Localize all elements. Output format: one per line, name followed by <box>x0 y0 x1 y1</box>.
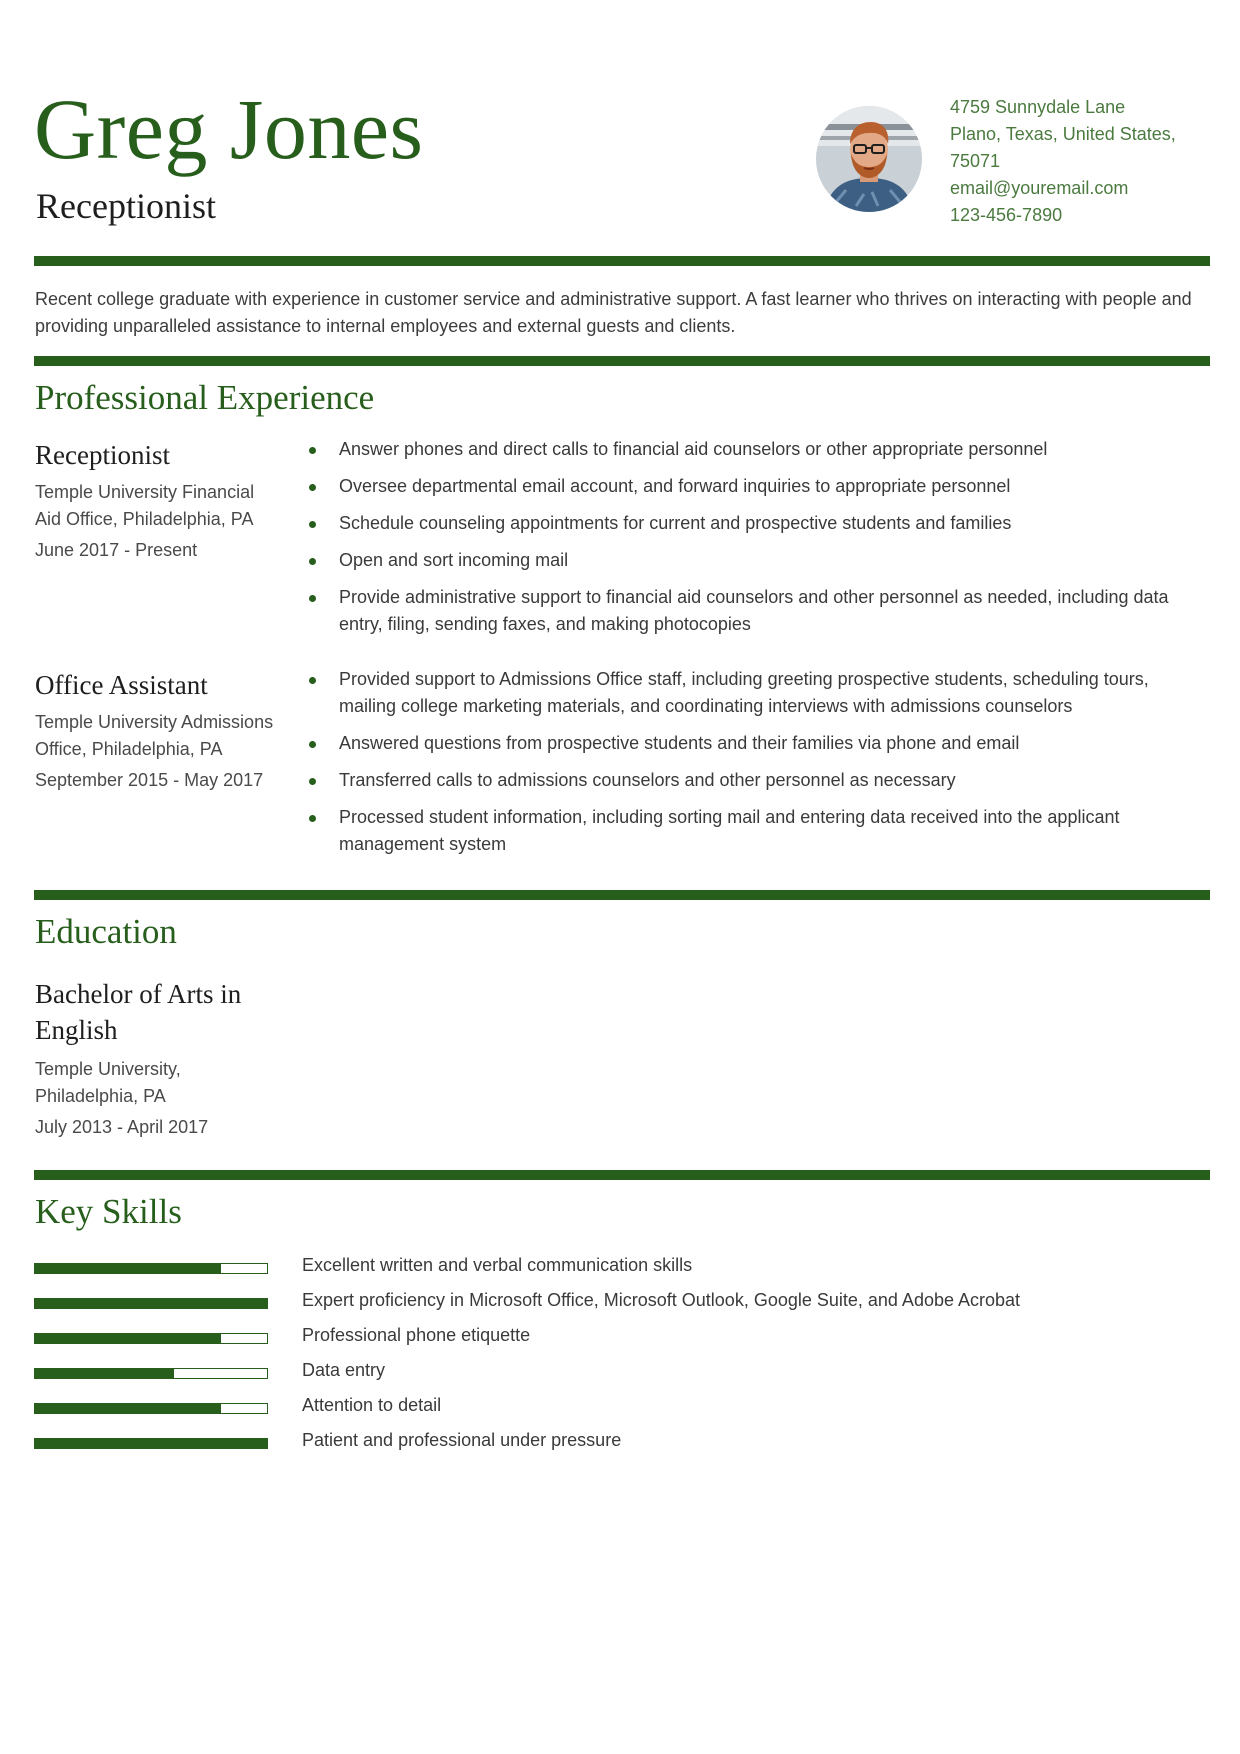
address-line: 75071 <box>950 151 1001 171</box>
job-bullets <box>305 666 1210 868</box>
skill-label: Patient and professional under pressure <box>302 1430 622 1450</box>
skill-label: Expert proficiency in Microsoft Office, Microsoft Outlook, Google Suite, and Adobe Acrobat <box>302 1290 1021 1310</box>
bullet-item: Answered questions from prospective students and their families via phone and email <box>305 730 1210 757</box>
job-organization: Aid Office, Philadelphia, PA <box>35 509 254 529</box>
skill-level-bar <box>34 1298 268 1309</box>
experience-heading: Professional Experience <box>35 378 375 417</box>
school-name: Temple University, <box>35 1059 181 1079</box>
job-role: Receptionist <box>35 440 170 470</box>
section-divider <box>34 356 1210 366</box>
skill-label: Attention to detail <box>302 1395 442 1415</box>
bullet-item: Provided support to Admissions Office staff, including greeting prospective students, scheduling tours, mailing college marketing materials, and coordinating interviews with admissions counselors <box>305 666 1210 720</box>
skill-level-bar <box>34 1438 268 1449</box>
skill-level-fill <box>35 1334 221 1343</box>
job-role: Office Assistant <box>35 670 208 700</box>
skill-row <box>34 1290 1210 1328</box>
job-organization: Temple University Admissions <box>35 712 274 732</box>
skill-row <box>34 1360 1210 1398</box>
section-divider <box>34 256 1210 266</box>
skill-level-bar <box>34 1368 268 1379</box>
skill-label: Data entry <box>302 1360 386 1380</box>
skill-level-fill <box>35 1299 267 1308</box>
education-heading: Education <box>35 912 177 951</box>
skill-level-bar <box>34 1263 268 1274</box>
bullet-item: Processed student information, including sorting mail and entering data received into the applicant management system <box>305 804 1210 858</box>
email-link[interactable]: email@youremail.com <box>950 178 1129 198</box>
education-dates: July 2013 - April 2017 <box>35 1117 209 1137</box>
bullet-item: Transferred calls to admissions counselors and other personnel as necessary <box>305 767 1210 794</box>
job-organization: Temple University Financial <box>35 482 255 502</box>
skill-level-fill <box>35 1439 267 1448</box>
section-divider <box>34 890 1210 900</box>
skill-level-bar <box>34 1403 268 1414</box>
profile-photo-image <box>816 106 922 212</box>
job-dates: September 2015 - May 2017 <box>35 770 264 790</box>
job-dates: June 2017 - Present <box>35 540 198 560</box>
skill-level-fill <box>35 1369 174 1378</box>
skill-row <box>34 1325 1210 1363</box>
skill-level-fill <box>35 1404 221 1413</box>
school-location: Philadelphia, PA <box>35 1086 166 1106</box>
contact-block <box>950 94 1190 229</box>
degree-title: Bachelor of Arts in English <box>35 979 242 1045</box>
section-divider <box>34 1170 1210 1180</box>
job-bullets <box>305 436 1210 648</box>
bullet-item: Answer phones and direct calls to financial aid counselors or other appropriate personnel <box>305 436 1210 463</box>
profile-photo <box>816 106 922 212</box>
skill-level-bar <box>34 1333 268 1344</box>
job-organization: Office, Philadelphia, PA <box>35 739 223 759</box>
phone-number: 123-456-7890 <box>950 205 1063 225</box>
bullet-item: Provide administrative support to financial aid counselors and other personnel as needed, including data entry, filing, sending faxes, and making photocopies <box>305 584 1210 638</box>
summary-text: Recent college graduate with experience in customer service and administrative support. A fast learner who thrives on interacting with people and providing unparalleled assistance to internal employees and external guests and clients. <box>35 289 1192 336</box>
bullet-item: Oversee departmental email account, and forward inquiries to appropriate personnel <box>305 473 1210 500</box>
candidate-name: Greg Jones <box>34 81 424 177</box>
skills-heading: Key Skills <box>35 1192 182 1231</box>
skill-row <box>34 1395 1210 1433</box>
skill-level-fill <box>35 1264 221 1273</box>
address-line: Plano, Texas, United States, <box>950 124 1176 144</box>
skill-row <box>34 1430 1210 1468</box>
bullet-item: Schedule counseling appointments for current and prospective students and families <box>305 510 1210 537</box>
bullet-item: Open and sort incoming mail <box>305 547 1210 574</box>
skill-label: Professional phone etiquette <box>302 1325 531 1345</box>
education-entry <box>35 976 295 1141</box>
address-line: 4759 Sunnydale Lane <box>950 97 1126 117</box>
skill-label: Excellent written and verbal communication skills <box>302 1255 693 1275</box>
candidate-title: Receptionist <box>36 186 216 226</box>
skills-list <box>34 1255 1210 1468</box>
